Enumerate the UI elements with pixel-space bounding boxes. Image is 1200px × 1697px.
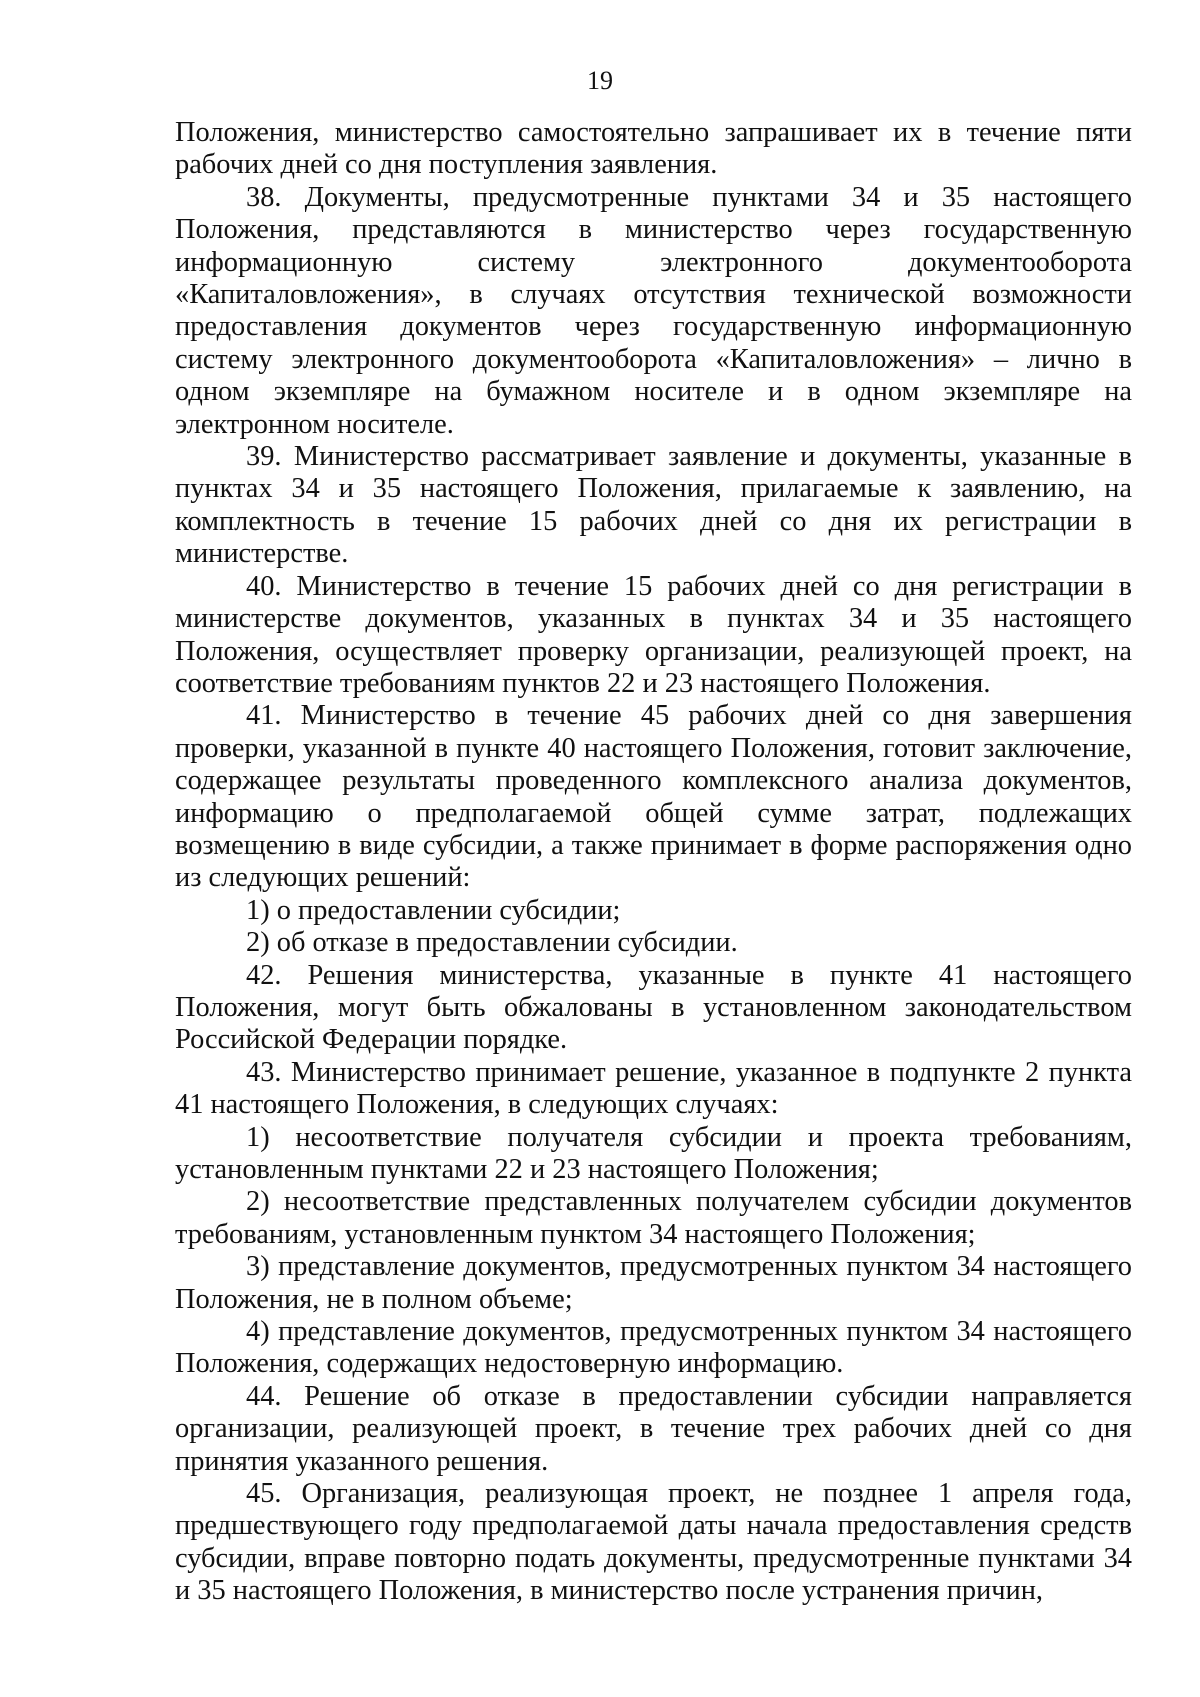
paragraph-45: 45. Организация, реализующая проект, не позднее 1 апреля года, предшествующего году предполагаемой даты начала предоставления средств субсидии, вправе повторно подать документы, предусмотренные пунктами 34 и 35 настоящего Положения, в министерство после устранения причин,: [175, 1478, 1132, 1607]
paragraph-43: 43. Министерство принимает решение, указанное в подпункте 2 пункта 41 настоящего Положения, в следующих случаях:: [175, 1056, 1132, 1121]
paragraph-43-item-2: 2) несоответствие представленных получателем субсидии документов требованиям, установленным пунктом 34 настоящего Положения;: [175, 1186, 1132, 1250]
page-number: 19: [587, 66, 613, 95]
paragraph-42: 42. Решения министерства, указанные в пункте 41 настоящего Положения, могут быть обжалованы в установленном законодательством Российской Федерации порядке.: [175, 959, 1132, 1056]
paragraph-43-item-3: 3) представление документов, предусмотренных пунктом 34 настоящего Положения, не в полном объеме;: [175, 1251, 1132, 1315]
paragraph-continuation: Положения, министерство самостоятельно запрашивает их в течение пяти рабочих дней со дня поступления заявления.: [175, 117, 1132, 181]
paragraph-44: 44. Решение об отказе в предоставлении субсидии направляется организации, реализующей проект, в течение трех рабочих дней со дня принятия указанного решения.: [175, 1380, 1132, 1477]
paragraph-41-item-2: 2) об отказе в предоставлении субсидии.: [246, 927, 738, 959]
document-body: [175, 117, 1132, 1608]
paragraph-41-item-1: 1) о предоставлении субсидии;: [246, 894, 621, 926]
paragraph-40: 40. Министерство в течение 15 рабочих дней со дня регистрации в министерстве документов, указанных в пунктах 34 и 35 настоящего Положения, осуществляет проверку организации, реализующей проект, на соответствие требованиям пунктов 22 и 23 настоящего Положения.: [175, 570, 1132, 699]
paragraph-43-item-1: 1) несоответствие получателя субсидии и проекта требованиям, установленным пунктами 22 и 23 настоящего Положения;: [175, 1121, 1132, 1185]
paragraph-39: 39. Министерство рассматривает заявление и документы, указанные в пунктах 34 и 35 настоящего Положения, прилагаемые к заявлению, на комплектность в течение 15 рабочих дней со дня их регистрации в министерстве.: [175, 441, 1132, 570]
paragraph-38: 38. Документы, предусмотренные пунктами 34 и 35 настоящего Положения, представляются в министерство через государственную информационную систему электронного документооборота «Капиталовложения», в случаях отсутствия технической возможности предоставления документов через государственную информационную систему электронного документооборота «Капиталовложения» – лично в одном экземпляре на бумажном носителе и в одном экземпляре на электронном носителе.: [175, 181, 1132, 440]
paragraph-43-item-4: 4) представление документов, предусмотренных пунктом 34 настоящего Положения, содержащих недостоверную информацию.: [175, 1316, 1132, 1380]
paragraph-41: 41. Министерство в течение 45 рабочих дней со дня завершения проверки, указанной в пункте 40 настоящего Положения, готовит заключение, содержащее результаты проведенного комплексного анализа документов, информацию о предполагаемой общей сумме затрат, подлежащих возмещению в виде субсидии, а также принимает в форме распоряжения одно из следующих решений:: [175, 700, 1132, 894]
